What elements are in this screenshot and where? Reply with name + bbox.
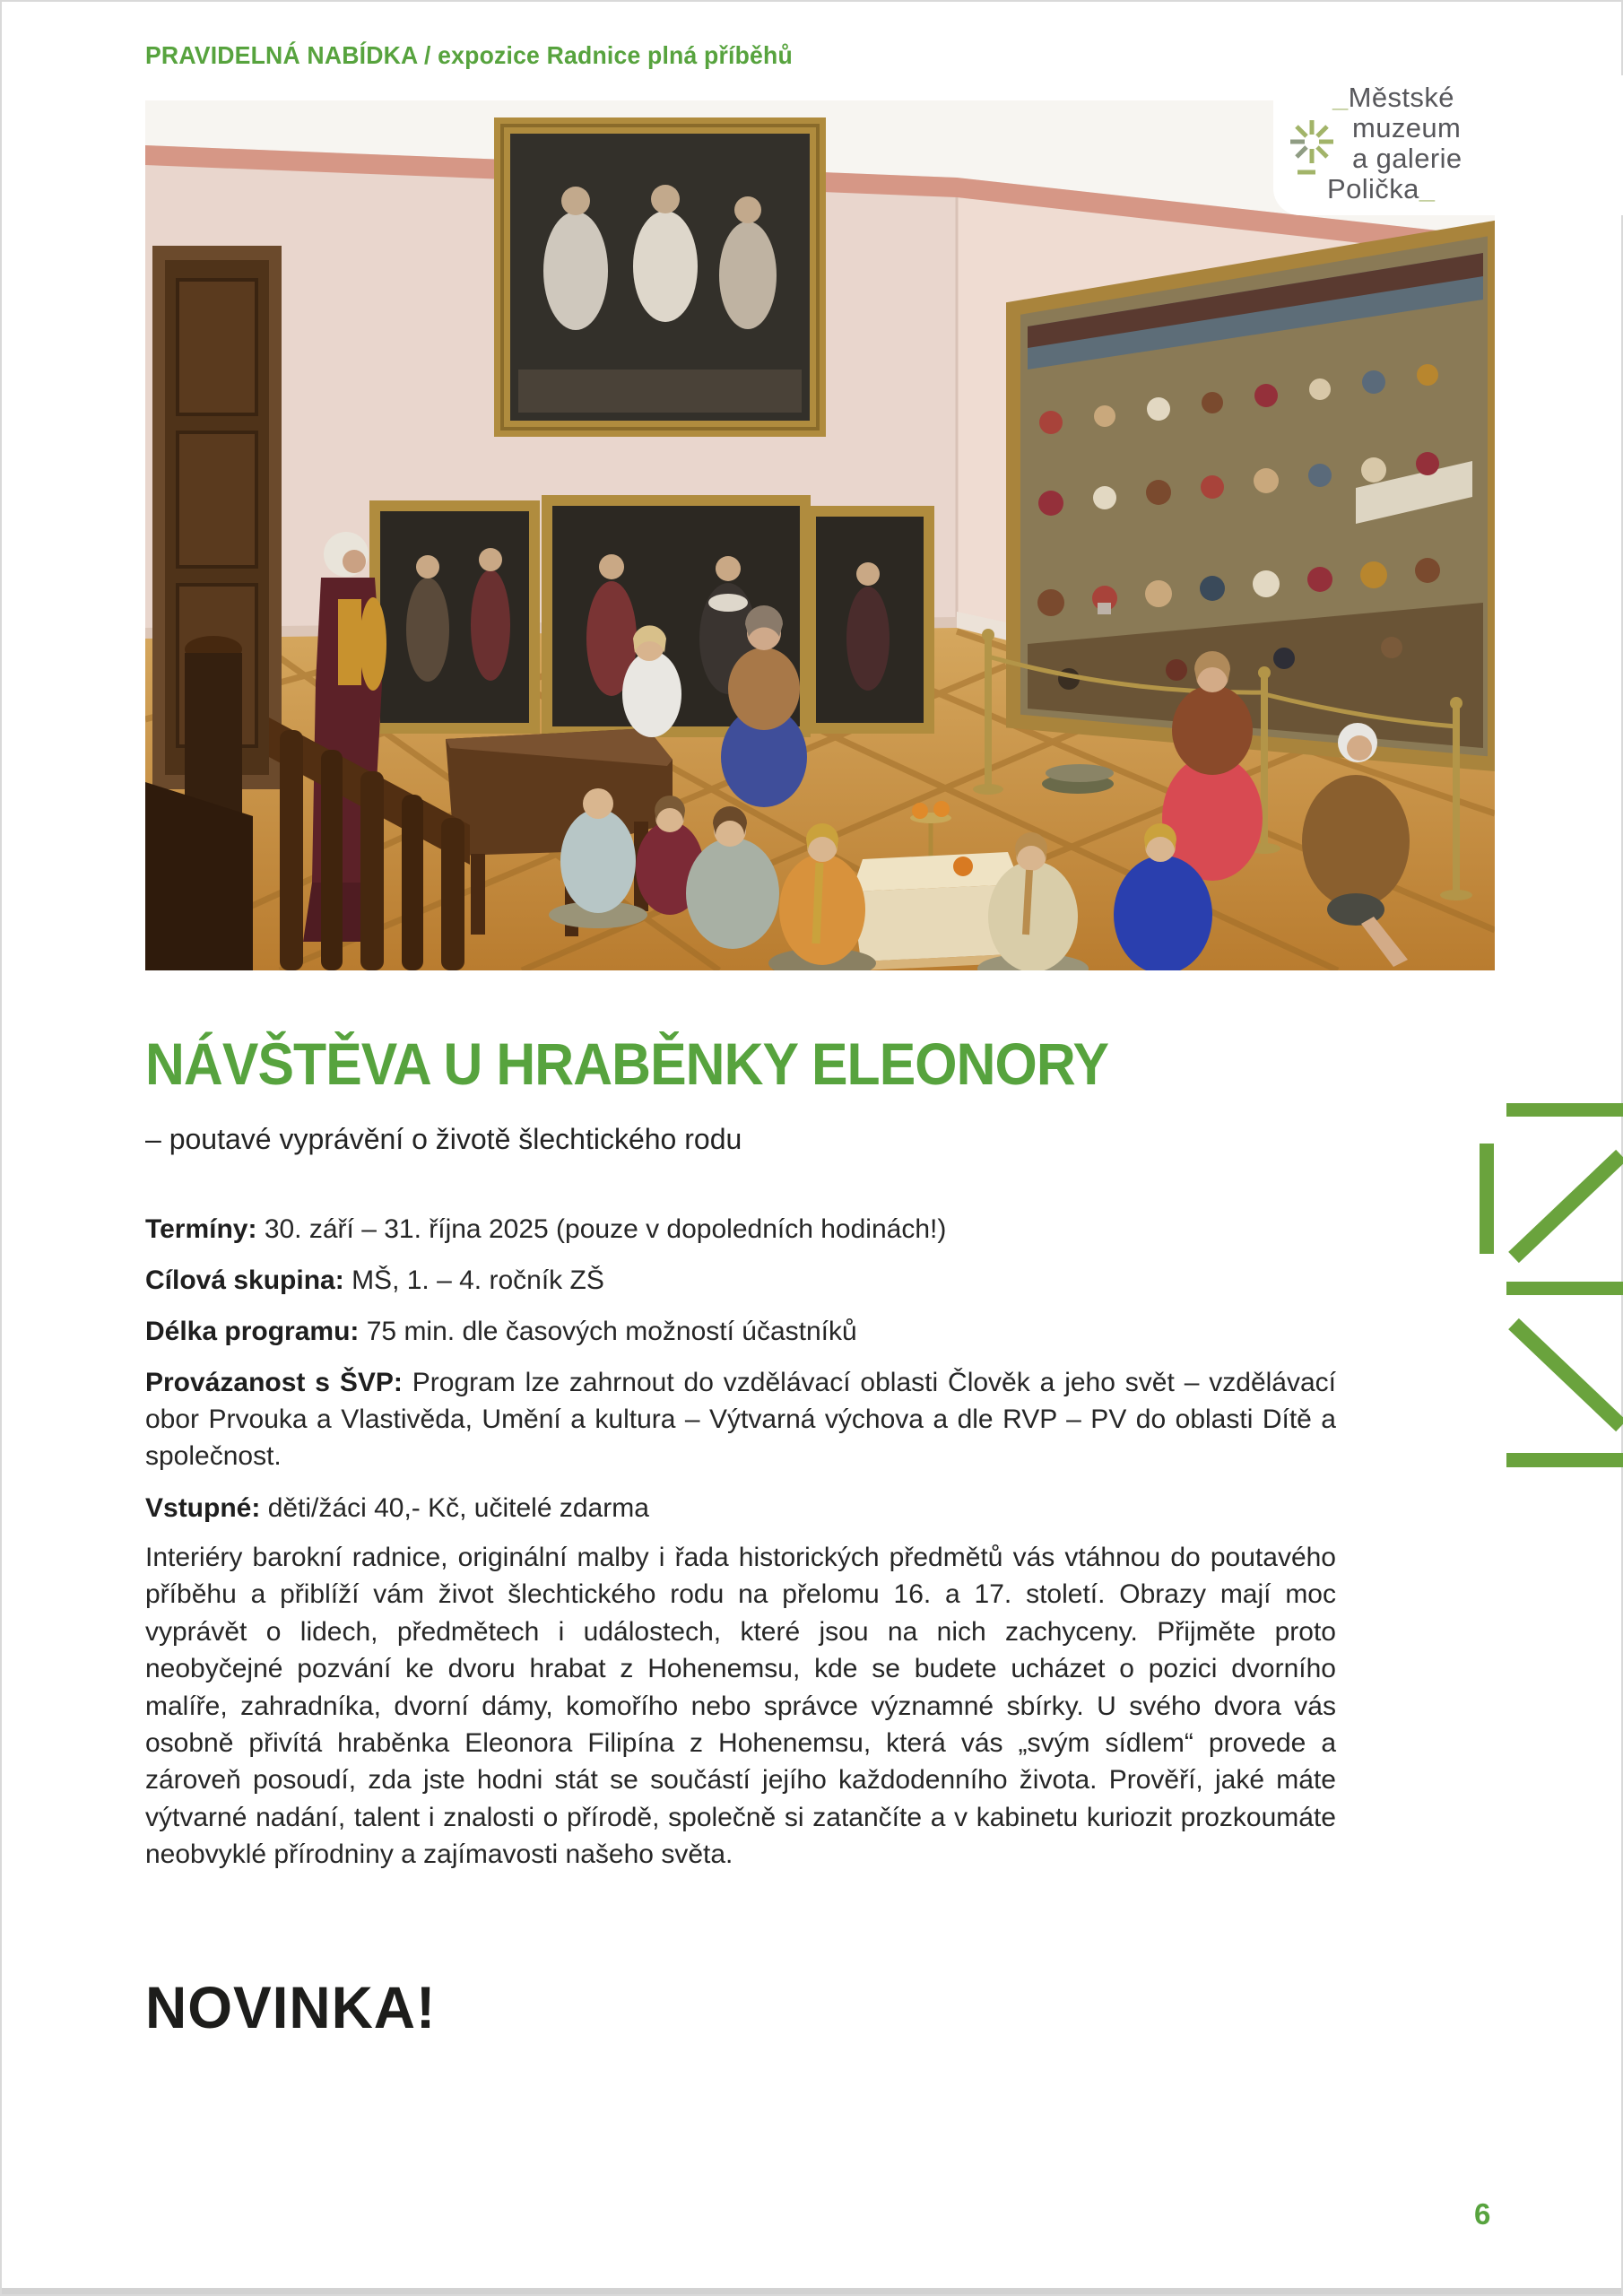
wall-outlet xyxy=(1098,603,1111,614)
logo-underscore-suffix: _ xyxy=(1419,173,1436,204)
detail-curriculum: Provázanost s ŠVP: Program lze zahrnout do vzdělávací oblasti Člověk a jeho svět – vzdělávací obor Prvouka a Vlastivěda, Umění a kultura – Výtvarná výchova a dle RVP – PV do oblasti Dítě a společnost. xyxy=(145,1368,1337,1472)
exhibition-photo-scene xyxy=(145,100,1495,970)
header-rest: expozice Radnice plná příběhů xyxy=(430,41,793,69)
detail-terms: Termíny: 30. září – 31. října 2025 (pouze v dopoledních hodinách!) xyxy=(145,1214,947,1244)
program-description: Interiéry barokní radnice, originální malby i řada historických předmětů vás vtáhnou do poutavého příběhu a přiblíží vám život šlechtického rodu na přelomu 16. a 17. století. Obrazy mají moc vyprávět o lidech, předmětech i událostech, které jsou na nich zachyceny. Přijměte proto neobyčejné pozvání ke dvoru hrabat z Hohenemsu, kde se budete ucházet o pozici dvorního malíře, zahradníka, dvorní dámy, komořího nebo správce významné sbírky. U svého dvora vás osobně přivítá hraběnka Eleonora Filipína z Hohenemsu, která vás „svým sídlem“ provede a zároveň posoudí, zda jste hodni stát se součástí jejího každodenního života. Prověří, jaké máte výtvarné nadání, talent i znalosti o přírodě, společně si zatančíte a v kabinetu kuriozit prozkoumáte neobvyklé přírodniny a zajímavosti našeho světa. xyxy=(145,1543,1336,1870)
logo-underscore-prefix: _ xyxy=(1332,82,1349,113)
painting-top xyxy=(502,126,818,429)
painting-portrait-right xyxy=(811,511,929,728)
logo-line-4: Polička_ xyxy=(1327,173,1436,204)
painting-portrait-left xyxy=(375,506,534,728)
museum-logo xyxy=(1273,75,1623,215)
detail-admission: Vstupné: děti/žáci 40,- Kč, učitelé zdarma xyxy=(145,1492,649,1523)
page-title: NÁVŠTĚVA U HRABĚNKY ELEONORY xyxy=(145,1031,1109,1097)
detail-target-group: Cílová skupina: MŠ, 1. – 4. ročník ZŠ xyxy=(145,1265,604,1296)
page-subtitle: – poutavé vyprávění o životě šlechtického rodu xyxy=(145,1123,742,1155)
exhibition-photo xyxy=(145,100,1495,970)
novinka-badge: NOVINKA! xyxy=(145,1974,437,2040)
detail-duration: Délka programu: 75 min. dle časových možností účastníků xyxy=(145,1317,857,1347)
museum-star-icon xyxy=(1288,115,1336,178)
page-bottom-edge xyxy=(2,2288,1621,2294)
painting-banquet xyxy=(1013,228,1495,764)
header-highlight: PRAVIDELNÁ NABÍDKA / xyxy=(145,41,431,69)
page-number: 6 xyxy=(1474,2197,1491,2231)
program-details xyxy=(145,1211,1336,1541)
cushion-stack xyxy=(1042,764,1114,794)
logo-line-2: muzeum xyxy=(1352,112,1462,144)
side-motif-icon xyxy=(1480,1103,1623,1467)
logo-line-1: _Městské xyxy=(1332,82,1454,113)
page-header xyxy=(145,41,793,70)
logo-line-3: a galerie xyxy=(1352,143,1462,174)
